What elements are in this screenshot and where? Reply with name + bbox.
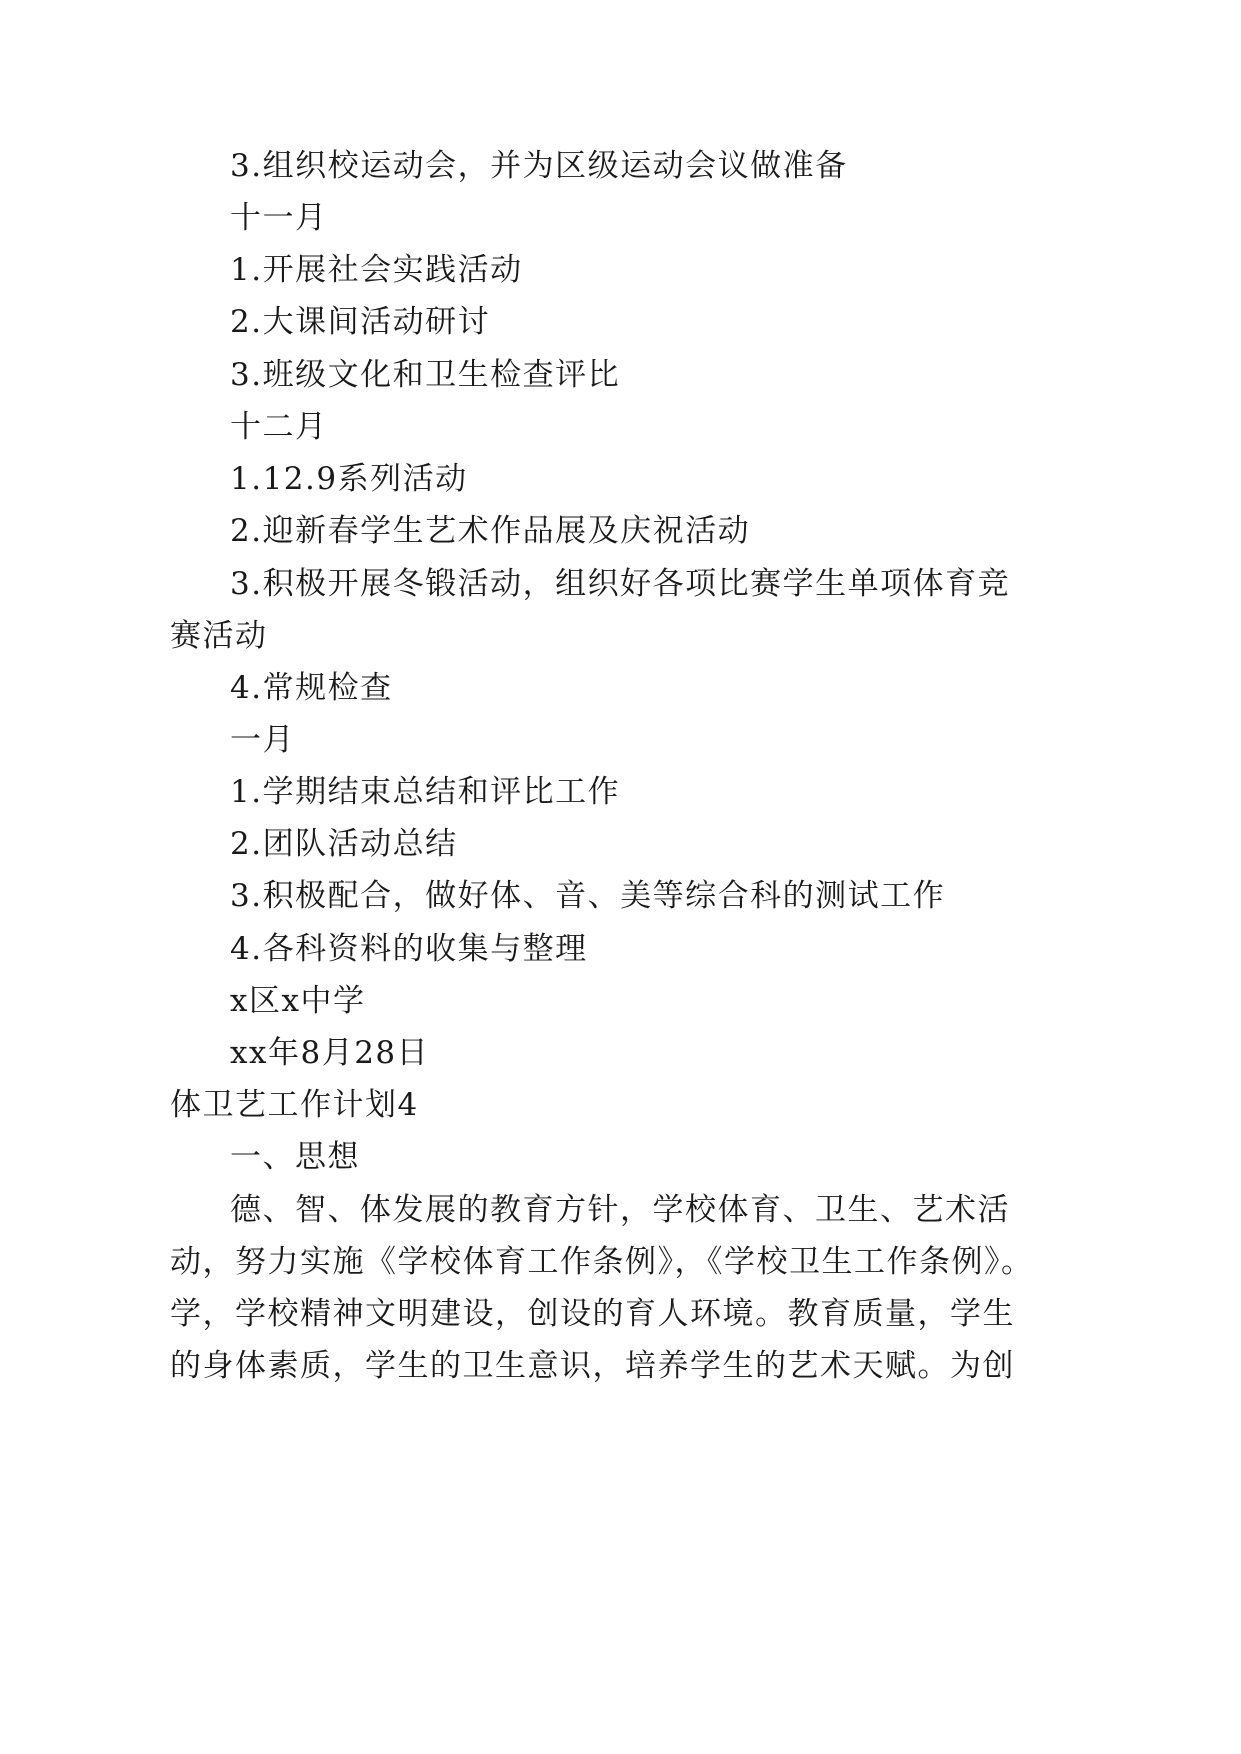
text-line: 2.团队活动总结 xyxy=(230,826,458,862)
text-line: 3.班级文化和卫生检查评比 xyxy=(230,357,621,393)
subsection-heading: 一、思想 xyxy=(230,1139,360,1175)
text-line: 赛活动 xyxy=(170,618,268,654)
month-heading: 十一月 xyxy=(230,200,328,236)
section-title: 体卫艺工作计划4 xyxy=(170,1087,419,1123)
paragraph-line: 德、智、体发展的教育方针，学校体育、卫生、艺术活 xyxy=(230,1192,1010,1228)
paragraph-line: 学，学校精神文明建设，创设的育人环境。教育质量，学生 xyxy=(170,1296,1015,1332)
paragraph-line: 的身体素质，学生的卫生意识，培养学生的艺术天赋。为创 xyxy=(170,1348,1015,1384)
month-heading: 一月 xyxy=(230,722,295,758)
text-line: 2.大课间活动研讨 xyxy=(230,304,491,340)
signature-date: xx年8月28日 xyxy=(230,1035,430,1071)
paragraph-line: 动，努力实施《学校体育工作条例》，《学校卫生工作条例》。 xyxy=(170,1244,1034,1280)
text-line: 4.常规检查 xyxy=(230,670,393,706)
text-line: 1.开展社会实践活动 xyxy=(230,252,523,288)
text-line: 1.学期结束总结和评比工作 xyxy=(230,774,621,810)
text-line: 3.积极配合，做好体、音、美等综合科的测试工作 xyxy=(230,878,946,914)
text-line: 1.12.9系列活动 xyxy=(230,461,468,497)
text-line: 4.各科资料的收集与整理 xyxy=(230,931,588,967)
text-line: 3.组织校运动会，并为区级运动会议做准备 xyxy=(230,148,848,184)
signature-school: x区x中学 xyxy=(230,983,366,1019)
month-heading: 十二月 xyxy=(230,409,328,445)
text-line: 2.迎新春学生艺术作品展及庆祝活动 xyxy=(230,513,751,549)
text-line: 3.积极开展冬锻活动，组织好各项比赛学生单项体育竞 xyxy=(230,566,1011,602)
